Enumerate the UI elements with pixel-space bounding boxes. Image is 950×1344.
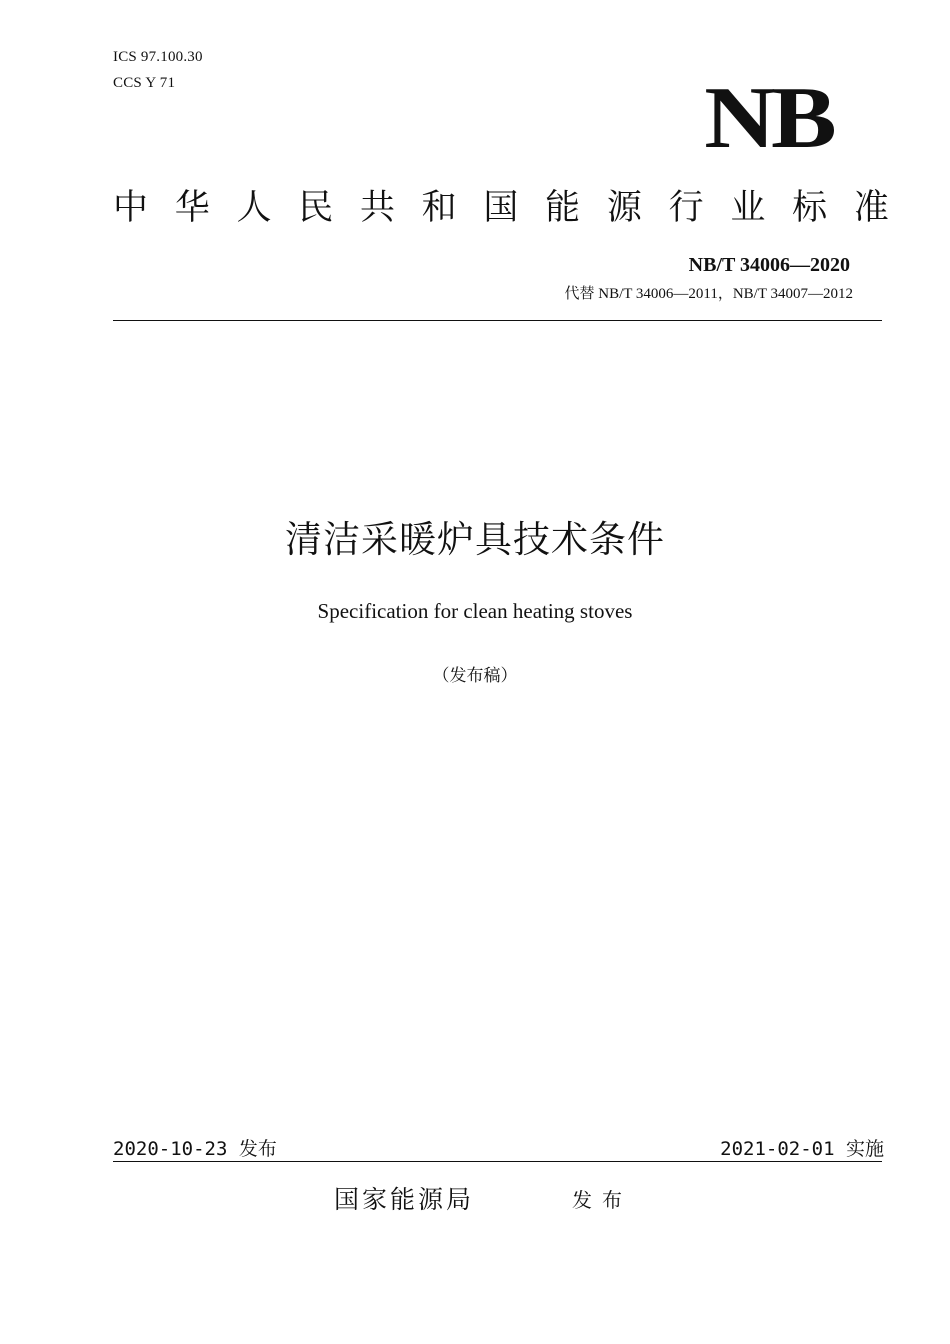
org-char: 源: [606, 188, 642, 228]
ics-code: ICS 97.100.30: [113, 49, 203, 65]
publish-label: 发布: [572, 1188, 632, 1212]
effective-date: 2021-02-01 实施: [720, 1138, 884, 1160]
org-char: 民: [298, 188, 334, 228]
org-char: 能: [545, 188, 581, 228]
org-char: 国: [483, 188, 519, 228]
footer-divider: [113, 1161, 882, 1162]
standard-number: NB/T 34006—2020: [688, 254, 850, 276]
header-divider: [113, 320, 882, 321]
publisher-name: 国家能源局: [334, 1185, 475, 1214]
issue-date: 2020-10-23 发布: [113, 1138, 277, 1160]
document-status: （发布稿）: [432, 666, 518, 686]
organization-title: [113, 186, 889, 230]
org-char: 华: [174, 188, 210, 228]
org-char: 准: [853, 188, 889, 228]
ccs-code: CCS Y 71: [113, 75, 176, 91]
replaces-note: 代替 NB/T 34006—2011，NB/T 34007—2012: [564, 286, 853, 302]
org-char: 标: [792, 188, 828, 228]
document-title-chinese: 清洁采暖炉具技术条件: [285, 518, 665, 561]
org-char: 行: [668, 188, 704, 228]
nb-logo: NB: [704, 70, 832, 167]
org-char: 共: [359, 188, 395, 228]
document-title-english: Specification for clean heating stoves: [317, 599, 633, 623]
org-char: 人: [236, 188, 272, 228]
org-char: 和: [421, 188, 457, 228]
org-char: 中: [113, 188, 149, 228]
org-char: 业: [730, 188, 766, 228]
